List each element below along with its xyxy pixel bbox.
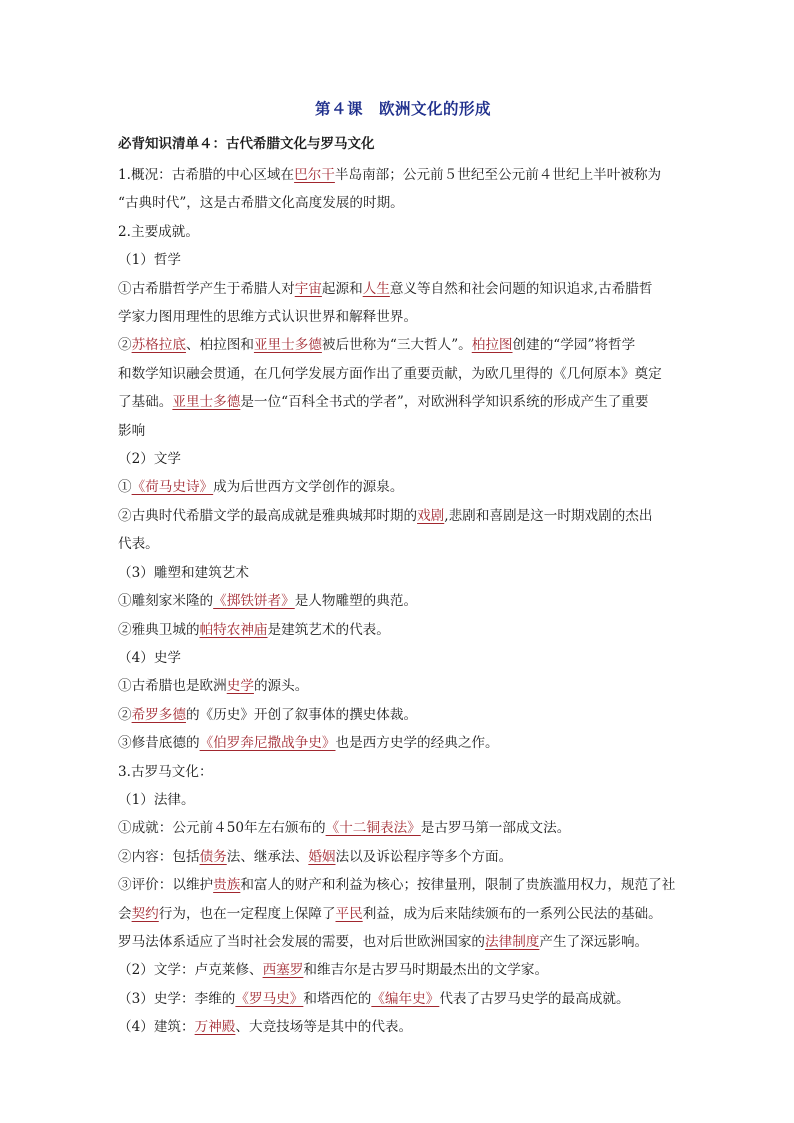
keyword-answer: 《掷铁饼者》 bbox=[213, 593, 295, 610]
keyword-answer: 戏剧 bbox=[417, 507, 445, 524]
text-line bbox=[118, 218, 688, 246]
text-segment: ③评价：以维护 bbox=[118, 877, 214, 894]
keyword-answer: 《十二铜表法》 bbox=[325, 820, 421, 837]
text-segment: 代表了古罗马史学的最高成就。 bbox=[439, 990, 630, 1007]
keyword-answer: 《荷马史诗》 bbox=[131, 479, 214, 496]
text-segment: （4）建筑： bbox=[118, 1019, 195, 1036]
text-segment: 和富人的财产和利益为核心；按律量刑，限制了贵族滥用权力，规范了社 bbox=[240, 877, 676, 894]
text-segment: 、大竞技场等是其中的代表。 bbox=[235, 1019, 413, 1036]
text-segment: （4）史学 bbox=[118, 649, 182, 666]
text-segment: 会 bbox=[118, 905, 132, 922]
text-segment: 1.概况：古希腊的中心区域在 bbox=[118, 167, 295, 183]
document-body bbox=[118, 97, 688, 1042]
text-segment: 3.古罗马文化： bbox=[118, 763, 213, 780]
text-segment: 是建筑艺术的代表。 bbox=[267, 621, 390, 638]
text-segment: ②内容：包括 bbox=[118, 848, 200, 865]
text-segment: 、柏拉图和 bbox=[185, 337, 254, 354]
keyword-answer: 《罗马史》 bbox=[235, 990, 304, 1007]
text-line bbox=[118, 928, 688, 956]
keyword-answer: 契约 bbox=[131, 905, 159, 922]
text-line bbox=[118, 445, 688, 473]
text-segment: 代表。 bbox=[118, 536, 159, 553]
text-segment: 是一位“百科全书式的学者”，对欧洲科学知识系统的形成产生了重要 bbox=[240, 394, 649, 411]
text-segment: 是古罗马第一部成文法。 bbox=[420, 820, 571, 837]
text-segment: 被后世称为“三大哲人”。 bbox=[321, 337, 472, 354]
text-segment: ②雅典卫城的 bbox=[118, 621, 200, 638]
text-segment: 了基础。 bbox=[118, 394, 173, 411]
text-line bbox=[118, 672, 688, 700]
text-segment: 2.主要成就。 bbox=[118, 223, 199, 240]
text-line bbox=[118, 388, 688, 416]
text-line bbox=[118, 189, 688, 217]
text-segment: （2）文学：卢克莱修、 bbox=[118, 962, 263, 979]
text-segment: 学家力图用理性的思维方式认识世界和解释世界。 bbox=[118, 309, 418, 326]
section-heading: 必背知识清单４：古代希腊文化与罗马文化 bbox=[118, 136, 375, 152]
text-segment: （3）雕塑和建筑艺术 bbox=[118, 564, 249, 581]
keyword-answer: 法律制度 bbox=[485, 933, 540, 950]
text-segment: ② bbox=[118, 337, 132, 354]
text-segment: 利益，成为后来陆续颁布的一系列公民法的基础。 bbox=[362, 905, 662, 922]
text-segment: “古典时代”，这是古希腊文化高度发展的时期。 bbox=[118, 195, 404, 212]
text-line bbox=[118, 985, 688, 1013]
text-line bbox=[118, 246, 688, 274]
keyword-answer: 《编年史》 bbox=[371, 990, 440, 1007]
text-line bbox=[118, 303, 688, 331]
keyword-answer: 史学 bbox=[226, 678, 254, 695]
text-segment: 是人物雕塑的典范。 bbox=[294, 593, 418, 610]
page-title: 第４课 欧洲文化的形成 bbox=[314, 99, 491, 118]
text-line bbox=[118, 729, 688, 757]
keyword-answer: 婚姻 bbox=[308, 848, 336, 865]
text-segment: ②古典时代希腊文学的最高成就是雅典城邦时期的 bbox=[118, 507, 418, 524]
text-lines bbox=[118, 161, 688, 1042]
keyword-answer: 苏格拉底 bbox=[131, 337, 186, 354]
keyword-answer: 宇宙 bbox=[294, 280, 322, 297]
text-line bbox=[118, 786, 688, 814]
keyword-answer: 亚里士多德 bbox=[172, 394, 241, 411]
keyword-answer: 帕特农神庙 bbox=[199, 621, 268, 638]
text-line bbox=[118, 530, 688, 558]
text-segment: 行为，也在一定程度上保障了 bbox=[158, 905, 336, 922]
keyword-answer: 债务 bbox=[199, 848, 227, 865]
keyword-answer: 万神殿 bbox=[194, 1019, 236, 1036]
text-line bbox=[118, 1013, 688, 1041]
text-segment: （1）法律。 bbox=[118, 791, 195, 808]
text-segment: ①成就：公元前４50年左右颁布的 bbox=[118, 820, 326, 837]
text-line bbox=[118, 473, 688, 501]
text-line bbox=[118, 587, 688, 615]
text-segment: 半岛南部；公元前５世纪至公元前４世纪上半叶被称为 bbox=[334, 167, 662, 183]
text-segment: 和数学知识融会贯通，在几何学发展方面作出了重要贡献，为欧几里得的《几何原本》奠定 bbox=[118, 365, 662, 382]
text-segment: 产生了深远影响。 bbox=[539, 933, 649, 950]
text-line bbox=[118, 559, 688, 587]
text-line bbox=[118, 161, 688, 189]
text-line bbox=[118, 814, 688, 842]
text-line bbox=[118, 900, 688, 928]
text-line bbox=[118, 331, 688, 359]
text-line bbox=[118, 502, 688, 530]
text-segment: 的《历史》开创了叙事体的撰史体裁。 bbox=[185, 706, 418, 723]
keyword-answer: 西塞罗 bbox=[262, 962, 304, 979]
text-segment: 的源头。 bbox=[253, 678, 309, 695]
text-segment: ①古希腊也是欧洲 bbox=[118, 678, 227, 695]
text-segment: 也是西方史学的经典之作。 bbox=[335, 735, 499, 752]
text-segment: 罗马法体系适应了当时社会发展的需要，也对后世欧洲国家的 bbox=[118, 933, 486, 950]
text-segment: （2）文学 bbox=[118, 451, 182, 468]
text-line bbox=[118, 360, 688, 388]
text-line bbox=[118, 758, 688, 786]
text-line bbox=[118, 843, 688, 871]
keyword-answer: 巴尔干 bbox=[294, 167, 335, 183]
text-segment: 意义等自然和社会问题的知识追求,古希腊哲 bbox=[389, 280, 653, 297]
text-line bbox=[118, 616, 688, 644]
keyword-answer: 《伯罗奔尼撒战争史》 bbox=[199, 735, 336, 752]
keyword-answer: 平民 bbox=[335, 905, 363, 922]
text-segment: 和塔西佗的 bbox=[303, 990, 372, 1007]
text-segment: ①雕刻家米隆的 bbox=[118, 593, 214, 610]
text-segment: ,悲剧和喜剧是这一时期戏剧的杰出 bbox=[444, 507, 653, 524]
keyword-answer: 亚里士多德 bbox=[253, 337, 322, 354]
text-segment: ① bbox=[118, 479, 132, 496]
keyword-answer: 柏拉图 bbox=[471, 337, 513, 354]
text-line bbox=[118, 417, 688, 445]
text-segment: （1）哲学 bbox=[118, 252, 182, 269]
text-segment: 成为后世西方文学创作的源泉。 bbox=[213, 479, 404, 496]
text-segment: 和维吉尔是古罗马时期最杰出的文学家。 bbox=[303, 962, 549, 979]
keyword-answer: 人生 bbox=[362, 280, 390, 297]
text-segment: 法以及诉讼程序等多个方面。 bbox=[335, 848, 513, 865]
text-segment: 影响 bbox=[118, 422, 146, 439]
text-line bbox=[118, 956, 688, 984]
keyword-answer: 希罗多德 bbox=[131, 706, 186, 723]
text-line bbox=[118, 701, 688, 729]
text-segment: 起源和 bbox=[321, 280, 363, 297]
text-segment: ② bbox=[118, 706, 132, 723]
text-line bbox=[118, 871, 688, 899]
text-segment: 法、继承法、 bbox=[226, 848, 309, 865]
keyword-answer: 贵族 bbox=[213, 877, 241, 894]
text-line bbox=[118, 275, 688, 303]
text-segment: （3）史学：李维的 bbox=[118, 990, 236, 1007]
text-segment: 创建的“学园”将哲学 bbox=[512, 337, 636, 354]
text-segment: ③修昔底德的 bbox=[118, 735, 200, 752]
text-segment: ①古希腊哲学产生于希腊人对 bbox=[118, 280, 295, 297]
text-line bbox=[118, 644, 688, 672]
